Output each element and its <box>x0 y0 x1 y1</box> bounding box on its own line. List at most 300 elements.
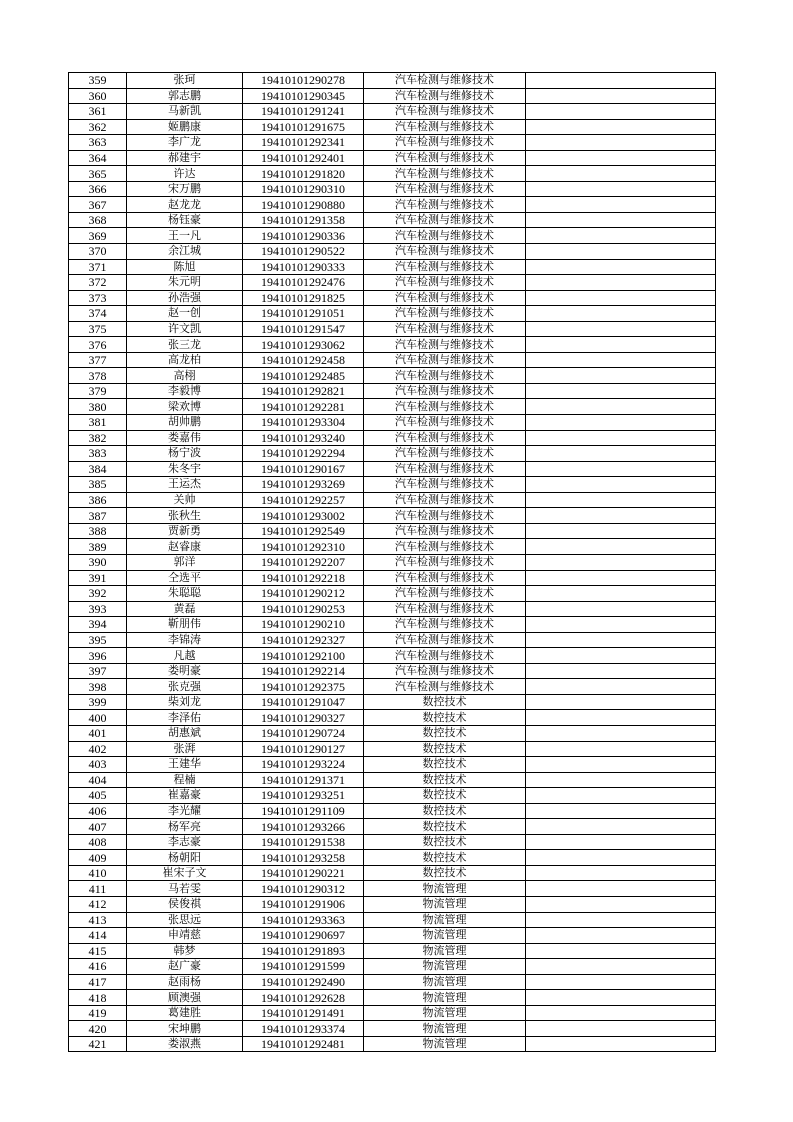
student-name-cell: 侯俊祺 <box>127 896 243 912</box>
student-id-cell: 19410101290697 <box>243 928 364 944</box>
remarks-cell <box>526 912 716 928</box>
row-number-cell: 410 <box>69 865 127 881</box>
table-row <box>69 1021 716 1037</box>
row-number-cell: 375 <box>69 321 127 337</box>
student-name-cell: 张湃 <box>127 741 243 757</box>
student-id-cell: 19410101290210 <box>243 617 364 633</box>
student-id-cell: 19410101291599 <box>243 959 364 975</box>
remarks-cell <box>526 181 716 197</box>
table-row <box>69 959 716 975</box>
table-row <box>69 104 716 120</box>
major-cell: 汽车检测与维修技术 <box>364 88 526 104</box>
major-cell: 数控技术 <box>364 865 526 881</box>
remarks-cell <box>526 570 716 586</box>
student-id-cell: 19410101291358 <box>243 212 364 228</box>
row-number-cell: 378 <box>69 368 127 384</box>
table-row <box>69 150 716 166</box>
major-cell: 汽车检测与维修技术 <box>364 399 526 415</box>
row-number-cell: 403 <box>69 757 127 773</box>
remarks-cell <box>526 197 716 213</box>
student-name-cell: 孙浩强 <box>127 290 243 306</box>
major-cell: 汽车检测与维修技术 <box>364 461 526 477</box>
major-cell: 汽车检测与维修技术 <box>364 73 526 89</box>
remarks-cell <box>526 586 716 602</box>
remarks-cell <box>526 663 716 679</box>
student-name-cell: 朱元明 <box>127 275 243 291</box>
row-number-cell: 398 <box>69 679 127 695</box>
student-id-cell: 19410101290327 <box>243 710 364 726</box>
major-cell: 汽车检测与维修技术 <box>364 648 526 664</box>
student-id-cell: 19410101290880 <box>243 197 364 213</box>
table-row <box>69 679 716 695</box>
student-id-cell: 19410101291051 <box>243 306 364 322</box>
row-number-cell: 388 <box>69 523 127 539</box>
student-name-cell: 张珂 <box>127 73 243 89</box>
table-row <box>69 788 716 804</box>
row-number-cell: 364 <box>69 150 127 166</box>
student-id-cell: 19410101292257 <box>243 492 364 508</box>
student-id-cell: 19410101291893 <box>243 943 364 959</box>
student-name-cell: 许达 <box>127 166 243 182</box>
row-number-cell: 383 <box>69 446 127 462</box>
table-row <box>69 725 716 741</box>
row-number-cell: 371 <box>69 259 127 275</box>
row-number-cell: 414 <box>69 928 127 944</box>
major-cell: 物流管理 <box>364 881 526 897</box>
student-id-cell: 19410101292341 <box>243 135 364 151</box>
student-name-cell: 王运杰 <box>127 477 243 493</box>
student-name-cell: 马新凯 <box>127 104 243 120</box>
table-row <box>69 523 716 539</box>
student-id-cell: 19410101291906 <box>243 896 364 912</box>
major-cell: 数控技术 <box>364 757 526 773</box>
remarks-cell <box>526 834 716 850</box>
student-name-cell: 凡越 <box>127 648 243 664</box>
student-name-cell: 许文凯 <box>127 321 243 337</box>
table-row <box>69 1005 716 1021</box>
student-id-cell: 19410101293266 <box>243 819 364 835</box>
student-id-cell: 19410101293224 <box>243 757 364 773</box>
row-number-cell: 415 <box>69 943 127 959</box>
table-row <box>69 415 716 431</box>
remarks-cell <box>526 772 716 788</box>
student-name-cell: 杨钰豪 <box>127 212 243 228</box>
table-row <box>69 741 716 757</box>
student-name-cell: 姬鹏康 <box>127 119 243 135</box>
row-number-cell: 419 <box>69 1005 127 1021</box>
row-number-cell: 365 <box>69 166 127 182</box>
remarks-cell <box>526 290 716 306</box>
remarks-cell <box>526 554 716 570</box>
remarks-cell <box>526 446 716 462</box>
remarks-cell <box>526 212 716 228</box>
row-number-cell: 408 <box>69 834 127 850</box>
remarks-cell <box>526 306 716 322</box>
row-number-cell: 393 <box>69 601 127 617</box>
major-cell: 汽车检测与维修技术 <box>364 539 526 555</box>
major-cell: 汽车检测与维修技术 <box>364 228 526 244</box>
student-name-cell: 杨军亮 <box>127 819 243 835</box>
row-number-cell: 359 <box>69 73 127 89</box>
major-cell: 汽车检测与维修技术 <box>364 570 526 586</box>
major-cell: 物流管理 <box>364 943 526 959</box>
major-cell: 数控技术 <box>364 834 526 850</box>
student-id-cell: 19410101293251 <box>243 788 364 804</box>
student-id-cell: 19410101290221 <box>243 865 364 881</box>
major-cell: 汽车检测与维修技术 <box>364 104 526 120</box>
student-name-cell: 高栩 <box>127 368 243 384</box>
student-name-cell: 娄淑燕 <box>127 1036 243 1052</box>
row-number-cell: 417 <box>69 974 127 990</box>
remarks-cell <box>526 725 716 741</box>
row-number-cell: 389 <box>69 539 127 555</box>
student-id-cell: 19410101290167 <box>243 461 364 477</box>
remarks-cell <box>526 865 716 881</box>
major-cell: 物流管理 <box>364 1021 526 1037</box>
major-cell: 汽车检测与维修技术 <box>364 430 526 446</box>
student-name-cell: 郝建宇 <box>127 150 243 166</box>
remarks-cell <box>526 539 716 555</box>
remarks-cell <box>526 166 716 182</box>
remarks-cell <box>526 1021 716 1037</box>
student-id-cell: 19410101291675 <box>243 119 364 135</box>
table-row <box>69 834 716 850</box>
row-number-cell: 362 <box>69 119 127 135</box>
row-number-cell: 369 <box>69 228 127 244</box>
student-name-cell: 程楠 <box>127 772 243 788</box>
row-number-cell: 379 <box>69 383 127 399</box>
row-number-cell: 368 <box>69 212 127 228</box>
row-number-cell: 384 <box>69 461 127 477</box>
table-row <box>69 337 716 353</box>
row-number-cell: 411 <box>69 881 127 897</box>
major-cell: 汽车检测与维修技术 <box>364 181 526 197</box>
student-id-cell: 19410101290127 <box>243 741 364 757</box>
row-number-cell: 401 <box>69 725 127 741</box>
student-id-cell: 19410101293258 <box>243 850 364 866</box>
major-cell: 汽车检测与维修技术 <box>364 679 526 695</box>
row-number-cell: 392 <box>69 586 127 602</box>
student-id-cell: 19410101292549 <box>243 523 364 539</box>
major-cell: 数控技术 <box>364 710 526 726</box>
student-id-cell: 19410101291820 <box>243 166 364 182</box>
remarks-cell <box>526 399 716 415</box>
student-name-cell: 申靖慈 <box>127 928 243 944</box>
student-id-cell: 19410101292458 <box>243 352 364 368</box>
row-number-cell: 413 <box>69 912 127 928</box>
student-name-cell: 黄磊 <box>127 601 243 617</box>
table-row <box>69 663 716 679</box>
student-name-cell: 宋万鹏 <box>127 181 243 197</box>
major-cell: 物流管理 <box>364 1005 526 1021</box>
table-row <box>69 166 716 182</box>
remarks-cell <box>526 259 716 275</box>
row-number-cell: 385 <box>69 477 127 493</box>
table-row <box>69 477 716 493</box>
remarks-cell <box>526 943 716 959</box>
major-cell: 汽车检测与维修技术 <box>364 554 526 570</box>
major-cell: 物流管理 <box>364 1036 526 1052</box>
major-cell: 物流管理 <box>364 990 526 1006</box>
row-number-cell: 404 <box>69 772 127 788</box>
row-number-cell: 399 <box>69 694 127 710</box>
remarks-cell <box>526 368 716 384</box>
table-row <box>69 119 716 135</box>
major-cell: 汽车检测与维修技术 <box>364 352 526 368</box>
student-name-cell: 宋坤鹏 <box>127 1021 243 1037</box>
major-cell: 汽车检测与维修技术 <box>364 135 526 151</box>
student-name-cell: 李泽佑 <box>127 710 243 726</box>
student-name-cell: 郭志鹏 <box>127 88 243 104</box>
student-name-cell: 王建华 <box>127 757 243 773</box>
table-row <box>69 896 716 912</box>
table-row <box>69 399 716 415</box>
table-row <box>69 974 716 990</box>
remarks-cell <box>526 337 716 353</box>
remarks-cell <box>526 741 716 757</box>
row-number-cell: 380 <box>69 399 127 415</box>
table-row <box>69 244 716 260</box>
table-row <box>69 648 716 664</box>
table-row <box>69 446 716 462</box>
row-number-cell: 396 <box>69 648 127 664</box>
major-cell: 汽车检测与维修技术 <box>364 306 526 322</box>
major-cell: 汽车检测与维修技术 <box>364 492 526 508</box>
remarks-cell <box>526 492 716 508</box>
student-id-cell: 19410101290333 <box>243 259 364 275</box>
major-cell: 汽车检测与维修技术 <box>364 586 526 602</box>
row-number-cell: 421 <box>69 1036 127 1052</box>
table-row <box>69 990 716 1006</box>
student-name-cell: 赵睿康 <box>127 539 243 555</box>
student-name-cell: 葛建胜 <box>127 1005 243 1021</box>
remarks-cell <box>526 508 716 524</box>
table-row <box>69 368 716 384</box>
student-id-cell: 19410101291491 <box>243 1005 364 1021</box>
student-name-cell: 张三龙 <box>127 337 243 353</box>
major-cell: 汽车检测与维修技术 <box>364 508 526 524</box>
table-row <box>69 943 716 959</box>
row-number-cell: 409 <box>69 850 127 866</box>
row-number-cell: 376 <box>69 337 127 353</box>
student-id-cell: 19410101290522 <box>243 244 364 260</box>
student-name-cell: 赵广豪 <box>127 959 243 975</box>
student-id-cell: 19410101292490 <box>243 974 364 990</box>
student-name-cell: 崔宋子文 <box>127 865 243 881</box>
remarks-cell <box>526 244 716 260</box>
major-cell: 汽车检测与维修技术 <box>364 617 526 633</box>
student-id-cell: 19410101293363 <box>243 912 364 928</box>
remarks-cell <box>526 694 716 710</box>
table-row <box>69 383 716 399</box>
major-cell: 汽车检测与维修技术 <box>364 290 526 306</box>
major-cell: 汽车检测与维修技术 <box>364 663 526 679</box>
student-name-cell: 胡帅鹏 <box>127 415 243 431</box>
major-cell: 汽车检测与维修技术 <box>364 446 526 462</box>
table-row <box>69 632 716 648</box>
row-number-cell: 402 <box>69 741 127 757</box>
table-row <box>69 554 716 570</box>
student-id-cell: 19410101292481 <box>243 1036 364 1052</box>
table-row <box>69 88 716 104</box>
row-number-cell: 363 <box>69 135 127 151</box>
major-cell: 汽车检测与维修技术 <box>364 150 526 166</box>
row-number-cell: 412 <box>69 896 127 912</box>
major-cell: 汽车检测与维修技术 <box>364 383 526 399</box>
table-row <box>69 181 716 197</box>
remarks-cell <box>526 959 716 975</box>
remarks-cell <box>526 477 716 493</box>
remarks-cell <box>526 632 716 648</box>
student-id-cell: 19410101290345 <box>243 88 364 104</box>
remarks-cell <box>526 1036 716 1052</box>
table-row <box>69 290 716 306</box>
row-number-cell: 400 <box>69 710 127 726</box>
student-name-cell: 杨宁波 <box>127 446 243 462</box>
student-id-cell: 19410101292214 <box>243 663 364 679</box>
remarks-cell <box>526 850 716 866</box>
remarks-cell <box>526 523 716 539</box>
row-number-cell: 407 <box>69 819 127 835</box>
remarks-cell <box>526 757 716 773</box>
student-id-cell: 19410101292218 <box>243 570 364 586</box>
student-id-cell: 19410101290212 <box>243 586 364 602</box>
student-id-cell: 19410101292485 <box>243 368 364 384</box>
student-id-cell: 19410101293269 <box>243 477 364 493</box>
remarks-cell <box>526 788 716 804</box>
student-name-cell: 马若雯 <box>127 881 243 897</box>
table-row <box>69 275 716 291</box>
remarks-cell <box>526 150 716 166</box>
student-name-cell: 李毅博 <box>127 383 243 399</box>
student-id-cell: 19410101290724 <box>243 725 364 741</box>
row-number-cell: 372 <box>69 275 127 291</box>
major-cell: 数控技术 <box>364 741 526 757</box>
student-name-cell: 张秋生 <box>127 508 243 524</box>
student-name-cell: 赵一创 <box>127 306 243 322</box>
row-number-cell: 395 <box>69 632 127 648</box>
remarks-cell <box>526 819 716 835</box>
row-number-cell: 391 <box>69 570 127 586</box>
table-row <box>69 881 716 897</box>
student-name-cell: 郭洋 <box>127 554 243 570</box>
student-name-cell: 仝选平 <box>127 570 243 586</box>
student-id-cell: 19410101290310 <box>243 181 364 197</box>
table-row <box>69 694 716 710</box>
student-id-cell: 19410101292628 <box>243 990 364 1006</box>
student-name-cell: 余江城 <box>127 244 243 260</box>
remarks-cell <box>526 415 716 431</box>
table-row <box>69 321 716 337</box>
major-cell: 物流管理 <box>364 912 526 928</box>
table-row <box>69 197 716 213</box>
row-number-cell: 420 <box>69 1021 127 1037</box>
row-number-cell: 373 <box>69 290 127 306</box>
student-id-cell: 19410101290278 <box>243 73 364 89</box>
major-cell: 汽车检测与维修技术 <box>364 368 526 384</box>
student-id-cell: 19410101291538 <box>243 834 364 850</box>
remarks-cell <box>526 990 716 1006</box>
student-id-cell: 19410101290336 <box>243 228 364 244</box>
table-row <box>69 539 716 555</box>
table-row <box>69 259 716 275</box>
student-id-cell: 19410101290312 <box>243 881 364 897</box>
remarks-cell <box>526 974 716 990</box>
major-cell: 物流管理 <box>364 896 526 912</box>
table-row <box>69 492 716 508</box>
student-name-cell: 柴刘龙 <box>127 694 243 710</box>
student-name-cell: 朱聪聪 <box>127 586 243 602</box>
student-table <box>68 72 716 1052</box>
student-id-cell: 19410101291371 <box>243 772 364 788</box>
student-id-cell: 19410101292100 <box>243 648 364 664</box>
table-row <box>69 228 716 244</box>
remarks-cell <box>526 881 716 897</box>
row-number-cell: 367 <box>69 197 127 213</box>
row-number-cell: 397 <box>69 663 127 679</box>
row-number-cell: 361 <box>69 104 127 120</box>
student-id-cell: 19410101292401 <box>243 150 364 166</box>
student-name-cell: 贾新勇 <box>127 523 243 539</box>
remarks-cell <box>526 73 716 89</box>
student-name-cell: 韩梦 <box>127 943 243 959</box>
major-cell: 汽车检测与维修技术 <box>364 212 526 228</box>
table-row <box>69 352 716 368</box>
table-row <box>69 586 716 602</box>
student-id-cell: 19410101293304 <box>243 415 364 431</box>
remarks-cell <box>526 104 716 120</box>
remarks-cell <box>526 601 716 617</box>
student-name-cell: 顾澳强 <box>127 990 243 1006</box>
student-name-cell: 杨朝阳 <box>127 850 243 866</box>
student-name-cell: 娄嘉伟 <box>127 430 243 446</box>
student-id-cell: 19410101293062 <box>243 337 364 353</box>
student-id-cell: 19410101291825 <box>243 290 364 306</box>
table-row <box>69 212 716 228</box>
table-row <box>69 570 716 586</box>
table-row <box>69 912 716 928</box>
table-row <box>69 461 716 477</box>
row-number-cell: 366 <box>69 181 127 197</box>
student-table-body <box>69 73 716 1052</box>
student-id-cell: 19410101292476 <box>243 275 364 291</box>
student-id-cell: 19410101292327 <box>243 632 364 648</box>
student-name-cell: 朱冬宇 <box>127 461 243 477</box>
major-cell: 汽车检测与维修技术 <box>364 415 526 431</box>
table-row <box>69 772 716 788</box>
student-name-cell: 李广龙 <box>127 135 243 151</box>
student-name-cell: 张克强 <box>127 679 243 695</box>
table-row <box>69 928 716 944</box>
major-cell: 数控技术 <box>364 694 526 710</box>
student-name-cell: 李光耀 <box>127 803 243 819</box>
table-row <box>69 710 716 726</box>
student-id-cell: 19410101290253 <box>243 601 364 617</box>
student-name-cell: 靳朋伟 <box>127 617 243 633</box>
table-row <box>69 865 716 881</box>
row-number-cell: 370 <box>69 244 127 260</box>
student-name-cell: 高龙柏 <box>127 352 243 368</box>
major-cell: 汽车检测与维修技术 <box>364 601 526 617</box>
student-id-cell: 19410101293240 <box>243 430 364 446</box>
student-name-cell: 李锦涛 <box>127 632 243 648</box>
table-row <box>69 819 716 835</box>
row-number-cell: 416 <box>69 959 127 975</box>
table-row <box>69 757 716 773</box>
row-number-cell: 381 <box>69 415 127 431</box>
remarks-cell <box>526 383 716 399</box>
major-cell: 物流管理 <box>364 959 526 975</box>
